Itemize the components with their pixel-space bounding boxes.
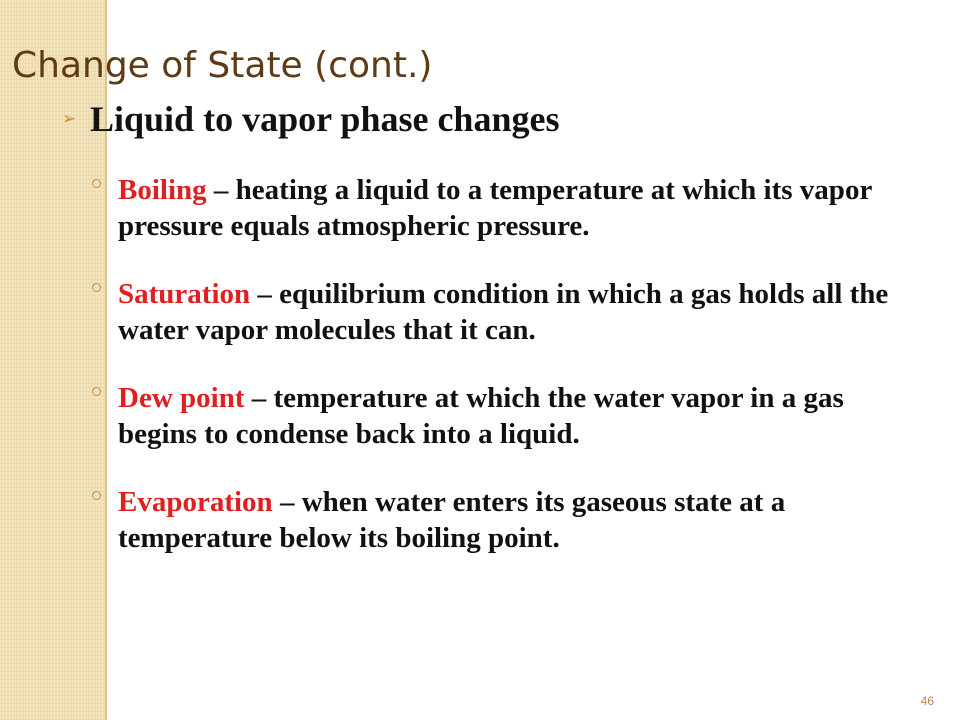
circle-bullet-icon <box>92 179 101 188</box>
definition-item <box>92 484 892 556</box>
definition-description: – when water enters its gaseous state at a temperature below its boiling point. <box>118 486 786 554</box>
definition-term: Evaporation <box>118 486 273 518</box>
page-number: 46 <box>920 694 934 708</box>
main-bullet-text: Liquid to vapor phase changes <box>90 99 560 139</box>
arrow-bullet-icon: ➢ <box>62 109 77 129</box>
circle-bullet-icon <box>92 283 101 292</box>
definition-term: Boiling <box>118 174 207 206</box>
definition-item <box>92 276 892 348</box>
definition-description: – heating a liquid to a temperature at which its vapor pressure equals atmospheric pressure. <box>118 174 872 242</box>
definition-item <box>92 172 892 244</box>
definition-term: Saturation <box>118 278 251 310</box>
slide-title: Change of State (cont.) <box>12 45 433 86</box>
circle-bullet-icon <box>92 491 101 500</box>
definition-description: – equilibrium condition in which a gas holds all the water vapor molecules that it can. <box>118 278 889 346</box>
definitions-list <box>92 172 892 588</box>
definition-item <box>92 380 892 452</box>
definition-description: – temperature at which the water vapor in a gas begins to condense back into a liquid. <box>118 382 844 450</box>
main-bullet <box>62 99 559 139</box>
definition-term: Dew point <box>118 382 245 414</box>
circle-bullet-icon <box>92 387 101 396</box>
